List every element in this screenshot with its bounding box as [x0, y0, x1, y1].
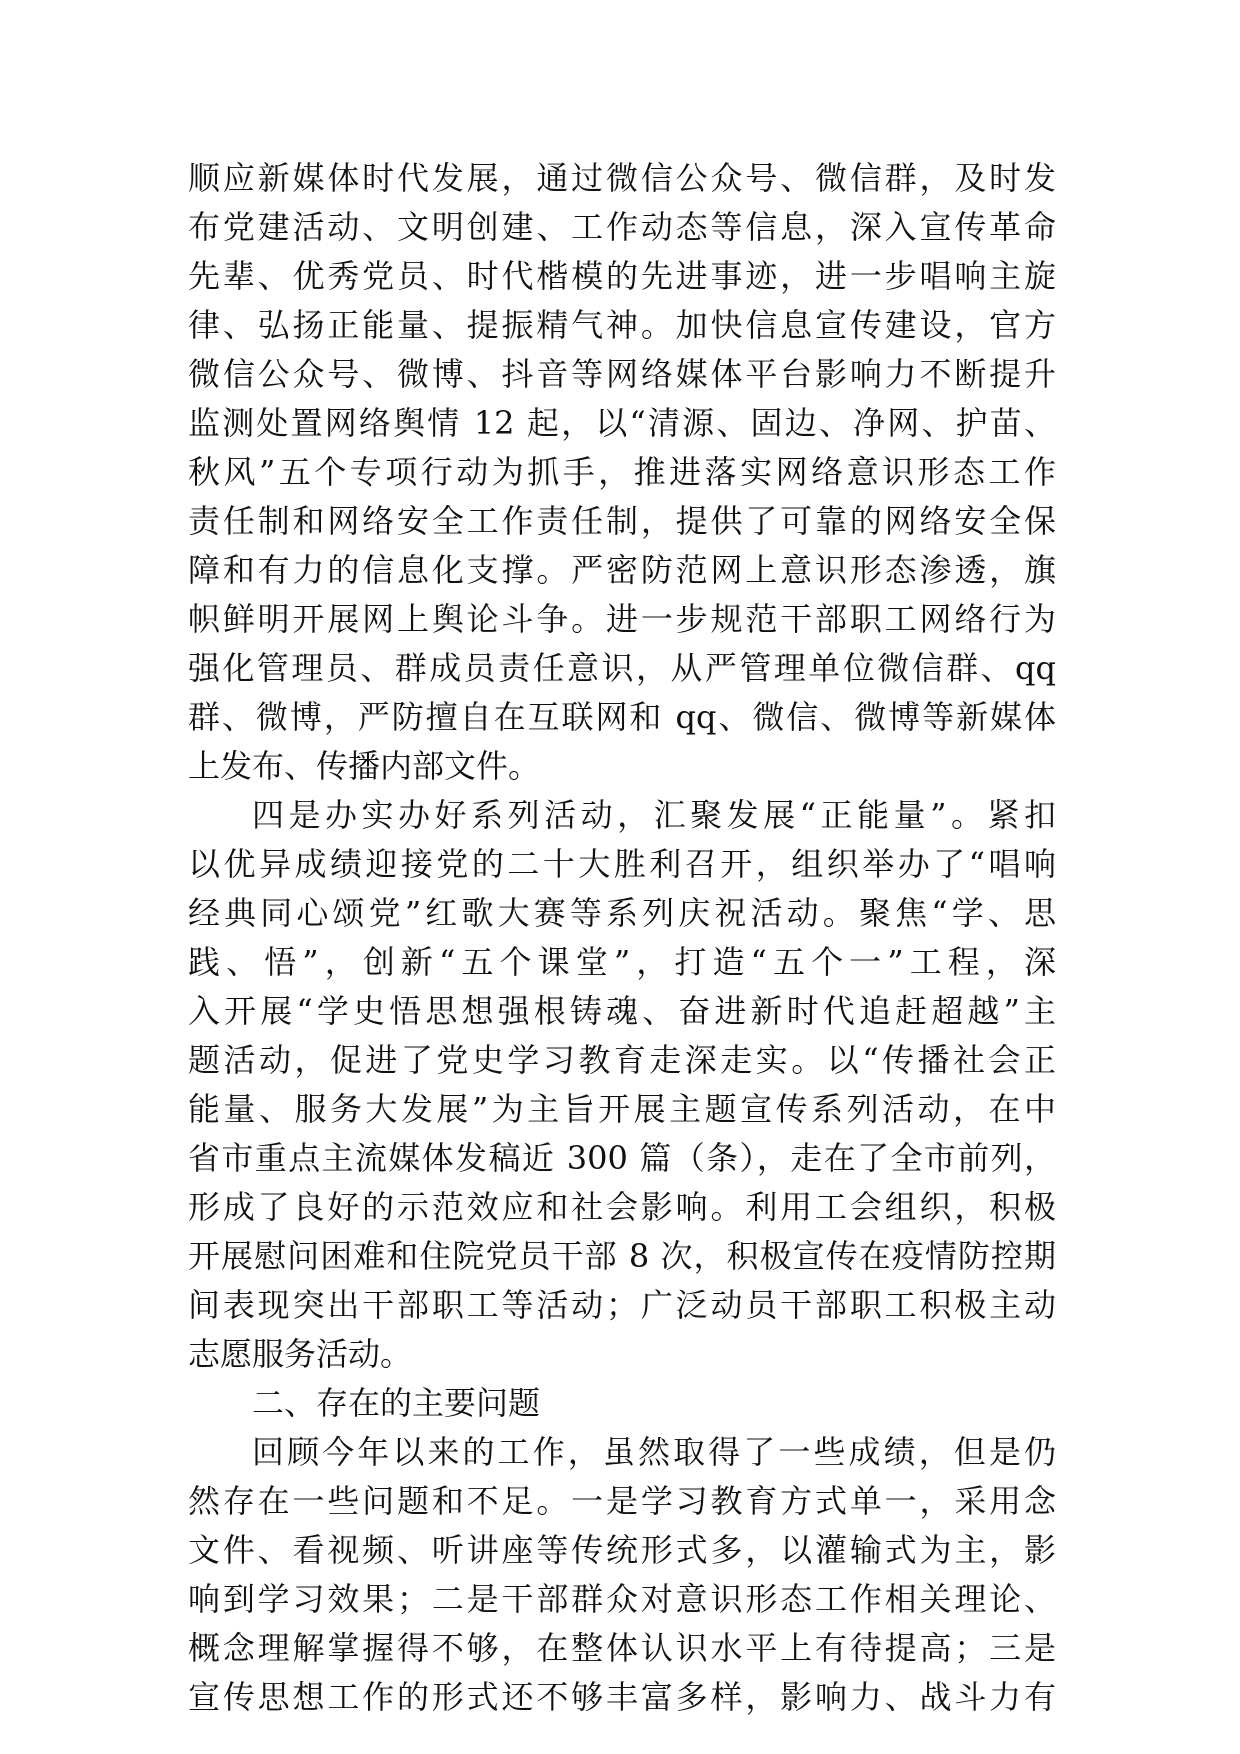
text-line: 形成了良好的示范效应和社会影响。利用工会组织，积极: [188, 1188, 1056, 1226]
text-line: 间表现突出干部职工等活动；广泛动员干部职工积极主动: [188, 1286, 1056, 1324]
text-line: 经典同心颂党”红歌大赛等系列庆祝活动。聚焦“学、思: [188, 894, 1056, 932]
text-line: 响到学习效果；二是干部群众对意识形态工作相关理论、: [188, 1580, 1056, 1618]
text-line: 监测处置网络舆情 12 起，以“清源、固边、净网、护苗、: [188, 404, 1056, 442]
text-line: 顺应新媒体时代发展，通过微信公众号、微信群，及时发: [188, 159, 1056, 197]
text-line: 微信公众号、微博、抖音等网络媒体平台影响力不断提升: [188, 355, 1056, 393]
text-line: 二、存在的主要问题: [252, 1384, 541, 1422]
text-line: 群、微博，严防擅自在互联网和 qq、微信、微博等新媒体: [188, 698, 1056, 736]
text-line: 回顾今年以来的工作，虽然取得了一些成绩，但是仍: [252, 1433, 1056, 1471]
text-line: 然存在一些问题和不足。一是学习教育方式单一，采用念: [188, 1482, 1056, 1520]
text-line: 强化管理员、群成员责任意识，从严管理单位微信群、qq: [188, 649, 1056, 687]
text-line: 宣传思想工作的形式还不够丰富多样，影响力、战斗力有: [188, 1678, 1056, 1716]
text-line: 秋风”五个专项行动为抓手，推进落实网络意识形态工作: [188, 453, 1056, 491]
text-line: 障和有力的信息化支撑。严密防范网上意识形态渗透，旗: [188, 551, 1056, 589]
text-line: 文件、看视频、听讲座等传统形式多，以灌输式为主，影: [188, 1531, 1056, 1569]
text-line: 帜鲜明开展网上舆论斗争。进一步规范干部职工网络行为: [188, 600, 1056, 638]
document-body: [188, 154, 1056, 1722]
text-line: 开展慰问困难和住院党员干部 8 次，积极宣传在疫情防控期: [188, 1237, 1056, 1275]
text-line: 入开展“学史悟思想强根铸魂、奋进新时代追赶超越”主: [188, 992, 1056, 1030]
text-line: 志愿服务活动。: [188, 1335, 413, 1373]
text-line: 律、弘扬正能量、提振精气神。加快信息宣传建设，官方: [188, 306, 1056, 344]
text-line: 四是办实办好系列活动，汇聚发展“正能量”。紧扣: [252, 796, 1056, 834]
text-line: 践、悟”，创新“五个课堂”，打造“五个一”工程，深: [188, 943, 1056, 981]
text-line: 责任制和网络安全工作责任制，提供了可靠的网络安全保: [188, 502, 1056, 540]
text-line: 概念理解掌握得不够，在整体认识水平上有待提高；三是: [188, 1629, 1056, 1667]
text-line: 上发布、传播内部文件。: [188, 747, 541, 785]
text-line: 省市重点主流媒体发稿近 300 篇（条），走在了全市前列，: [188, 1139, 1056, 1177]
text-line: 布党建活动、文明创建、工作动态等信息，深入宣传革命: [188, 208, 1056, 246]
text-line: 题活动，促进了党史学习教育走深走实。以“传播社会正: [188, 1041, 1056, 1079]
text-line: 以优异成绩迎接党的二十大胜利召开，组织举办了“唱响: [188, 845, 1056, 883]
text-line: 先辈、优秀党员、时代楷模的先进事迹，进一步唱响主旋: [188, 257, 1056, 295]
text-line: 能量、服务大发展”为主旨开展主题宣传系列活动，在中: [188, 1090, 1056, 1128]
